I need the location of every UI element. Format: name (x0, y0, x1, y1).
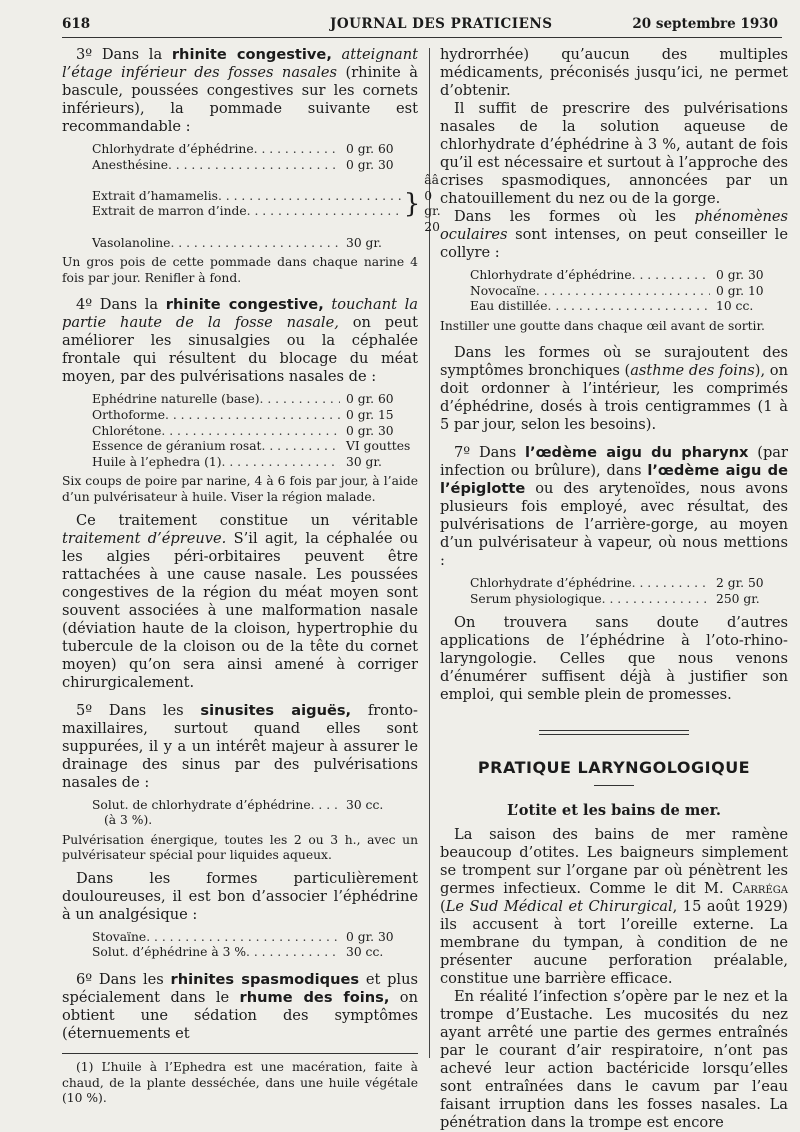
brace-icon: } (403, 189, 421, 220)
rx-note-4: Six coups de poire par narine, 4 à 6 fois par jour, à l’aide d’un pulvérisateur à huile. Viser la région malade. (62, 474, 418, 504)
page-number: 618 (62, 16, 91, 32)
rx-line: Eau distillée . . . 10 cc. (470, 299, 788, 315)
title-rule (594, 785, 634, 786)
prescription-4 (92, 392, 418, 470)
rx-line: Serum physiologique . . . 250 gr. (470, 592, 788, 608)
paragraph: Il suffit de prescrire des pulvérisations nasales de la solution aqueuse de chlorhydrate d’éphédrine à 3 %, autant de fois qu’il est nécessaire et surtout à l’approche des crises spasmodiques, annoncées par un chatouillement du nez ou de la gorge. (440, 100, 788, 207)
rx-line: Chlorhydrate d’éphédrine . . . 2 gr. 50 (470, 576, 788, 592)
rx-line: Solut. de chlorhydrate d’éphédrine . . . 30 cc. (92, 798, 418, 814)
journal-title: JOURNAL DES PRATICIENS (330, 16, 553, 32)
continued-paragraph: hydrorrhée) qu’aucun des multiples médicaments, préconisés jusqu’ici, ne permet d’obtenir. (440, 46, 788, 99)
prescription-3 (92, 142, 441, 251)
section-3-intro: 3º Dans la rhinite congestive, atteignant l’étage inférieur des fosses nasales (rhinite à bascule, poussées congestives sur les cornets inférieurs), la pommade suivante est recommandable : (62, 46, 418, 135)
rx-line: Chlorétone . . . 0 gr. 30 (92, 424, 418, 440)
section-4-intro: 4º Dans la rhinite congestive, touchant la partie haute de la fosse nasale, on peut améliorer les sinusalgies ou la céphalée frontale qui résultent du blocage du méat moyen, par des pulvérisations nasales de : (62, 296, 419, 386)
paragraph: On trouvera sans doute d’autres applications de l’éphédrine à l’oto-rhino-laryngologie. Celles que nous venons d’énumérer suffisent déjà à justifier son emploi, qui semble plein de promesses. (440, 613, 788, 703)
header-rule (62, 37, 782, 38)
rx-line: Chlorhydrate d’éphédrine . . . 0 gr. 60 (92, 142, 418, 158)
article-title: L’otite et les bains de mer. (506, 801, 722, 819)
rx-line: Essence de géranium rosat . . . VI gouttes (92, 439, 418, 455)
paragraph: En réalité l’infection s’opère par le nez et la trompe d’Eustache. Les mucosités du nez ayant arrêté une partie des germes entraînés par le courant d’air respiratoire, n’ont pas achevé leur action bactéricide lorsqu’elles sont entraînées dans le cavum par l’eau faisant irruption dans les fosses nasales. La pénétration dans la trompe est encore (440, 987, 788, 1131)
paragraph: Dans les formes où les phénomènes oculaires sont intenses, on peut conseiller le collyre : (440, 208, 788, 261)
rx-line: Vasolanoline . . . 30 gr. (92, 236, 418, 252)
rx-line: Huile à l’ephedra (1) . . . 30 gr. (92, 455, 418, 471)
prescription-5 (92, 798, 418, 829)
footnote-rule (62, 1053, 418, 1054)
prescription-collyre (470, 268, 788, 315)
rx-line: Stovaïne . . . 0 gr. 30 (92, 930, 418, 946)
section-title: PRATIQUE LARYNGOLOGIQUE (477, 757, 751, 777)
section-5-intro: 5º Dans les sinusites aiguës, fronto-maxillaires, surtout quand elles sont suppurées, il y a un intérêt majeur à assurer le drainage des sinus par des pulvérisations nasales de : (62, 701, 418, 791)
prescription-7 (470, 576, 788, 607)
section-divider (539, 730, 689, 735)
running-header (62, 14, 778, 36)
issue-date: 20 septembre 1930 (632, 16, 778, 32)
rx-note-collyre: Instiller une goutte dans chaque œil avant de sortir. (440, 318, 765, 333)
rx-line: Orthoforme . . . 0 gr. 15 (92, 408, 418, 424)
rx-line: Anesthésine . . . 0 gr. 30 (92, 158, 418, 174)
rx-brace-group: Extrait d’hamamelis . . . Extrait de marron d’inde . . . } ââ 0 gr. 20 (92, 173, 418, 235)
rx-note-3: Un gros pois de cette pommade dans chaque narine 4 fois par jour. Renifler à fond. (62, 255, 418, 285)
section-6-intro: 6º Dans les rhinites spasmodiques et plus spécialement dans le rhume des foins, on obtient une sédation des symptômes (éternuements et (62, 971, 418, 1043)
paragraph: Dans les formes où se surajoutent des symptômes bronchiques (asthme des foins), on doit ordonner à l’intérieur, les comprimés d’éphédrine, dosés à trois centigrammes (1 à 5 par jour, selon les besoins). (440, 344, 788, 434)
rx-sub: (à 3 %). (104, 813, 153, 828)
paragraph: La saison des bains de mer ramène beaucoup d’otites. Les baigneurs simplement se trompent sur l’organe par où pénètrent les germes infectieux. Comme le dit M. Carréga (Le Sud Médical et Chirurgical, 15 août 1929) ils accusent à tort l’oreille externe. La membrane du tympan, à condition de ne présenter aucune perforation préalable, constitue une barrière efficace. (440, 825, 789, 987)
prescription-5b (92, 930, 418, 961)
rx-note-5: Pulvérisation énergique, toutes les 2 ou 3 h., avec un pulvérisateur spécial pour liquides aqueux. (62, 832, 418, 863)
section-5-body: Dans les formes particulièrement douloureuses, il est bon d’associer l’éphédrine à un analgésique : (62, 869, 418, 923)
section-4-body: Ce traitement constitue un véritable traitement d’épreuve. S’il agit, la céphalée ou les algies péri-orbitaires peuvent être rattachées à une cause nasale. Les poussées congestives de la région du méat moyen sont souvent associées à une malformation nasale (déviation haute de la cloison, hypertrophie du tubercule de la cloison ou de la tête du cornet moyen) qu’on sera ainsi amené à corriger chirurgicalement. (62, 511, 418, 691)
rx-line: Solut. d’éphédrine à 3 % . . . 30 cc. (92, 945, 418, 961)
footnote: (1) L’huile à l’Ephedra est une macération, faite à chaud, de la plante desséchée, dans une huile végétale (10 %). (62, 1060, 418, 1106)
left-column (62, 46, 441, 1107)
rx-line: Ephédrine naturelle (base) . . . 0 gr. 60 (92, 392, 418, 408)
rx-line: Novocaïne . . . 0 gr. 10 (470, 284, 788, 300)
rx-line: Chlorhydrate d’éphédrine . . . 0 gr. 30 (470, 268, 788, 284)
section-7-intro: 7º Dans l’œdème aigu du pharynx (par infection ou brûlure), dans l’œdème aigu de l’épiglotte ou des arytenoïdes, nous avons plusieurs fois employé, avec résultat, des pulvérisations de l’arrière-gorge, au moyen d’un pulvérisateur à vapeur, où nous mettions : (440, 444, 788, 570)
right-column (440, 46, 788, 1132)
